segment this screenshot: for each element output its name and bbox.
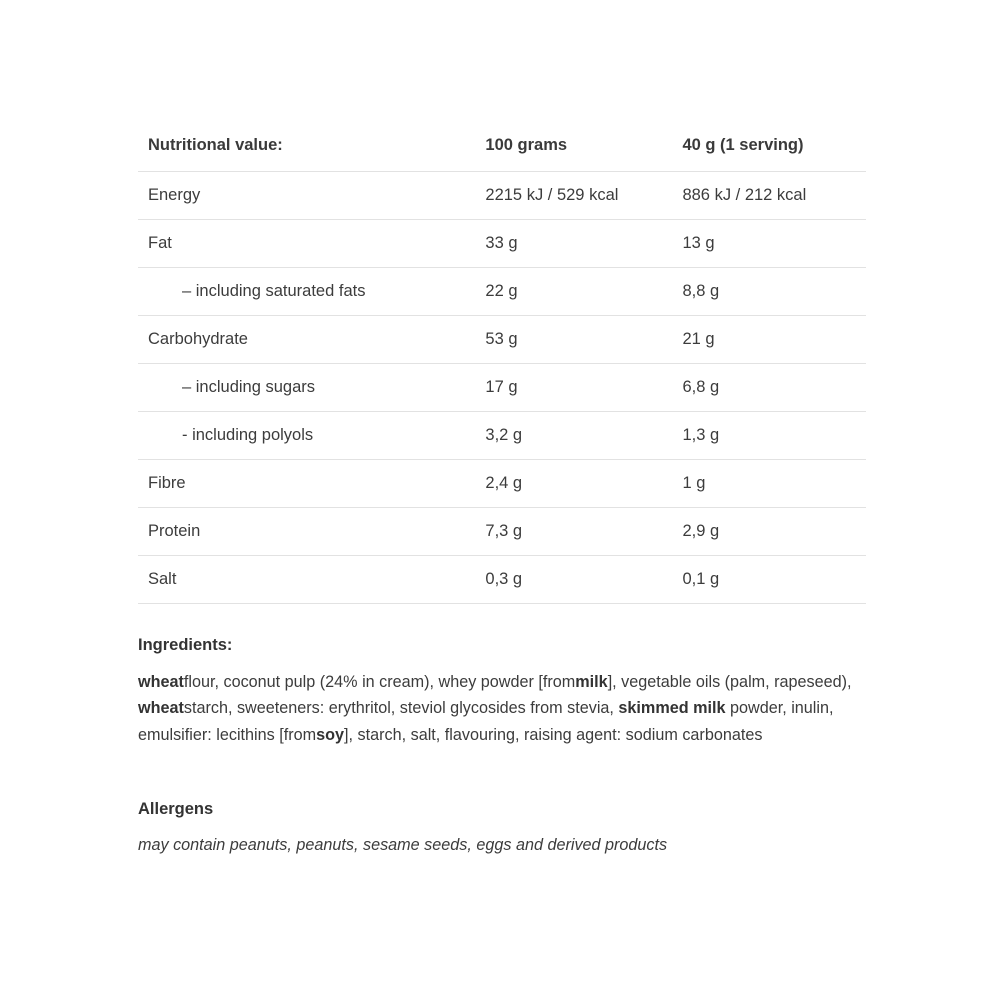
ingredient-allergen: skimmed milk bbox=[618, 699, 726, 718]
row-label: Fat bbox=[138, 220, 485, 268]
row-value-100g: 7,3 g bbox=[485, 508, 682, 556]
ingredient-allergen: wheat bbox=[138, 699, 184, 718]
row-value-40g: 13 g bbox=[682, 220, 866, 268]
table-row bbox=[138, 460, 866, 508]
header-100-grams: 100 grams bbox=[485, 132, 682, 172]
allergens-text: may contain peanuts, peanuts, sesame seeds, eggs and derived products bbox=[138, 836, 668, 854]
row-value-100g: 2,4 g bbox=[485, 460, 682, 508]
row-value-40g: 2,9 g bbox=[682, 508, 866, 556]
nutrition-table-container bbox=[138, 132, 866, 604]
table-row bbox=[138, 220, 866, 268]
row-label: Fibre bbox=[138, 460, 485, 508]
table-row bbox=[138, 172, 866, 220]
row-label: – including saturated fats bbox=[138, 268, 485, 316]
ingredient-text: flour, coconut pulp (24% in cream), whey powder [from bbox=[183, 673, 576, 691]
ingredient-allergen: wheat bbox=[138, 673, 184, 691]
row-value-40g: 1,3 g bbox=[682, 412, 866, 460]
table-row bbox=[138, 364, 866, 412]
header-40-grams: 40 g (1 serving) bbox=[682, 132, 866, 172]
table-row bbox=[138, 268, 866, 316]
table-row bbox=[138, 412, 866, 460]
row-value-100g: 17 g bbox=[485, 364, 682, 412]
table-row bbox=[138, 556, 866, 604]
allergens-title: Allergens bbox=[138, 800, 214, 818]
row-label: – including sugars bbox=[138, 364, 485, 412]
row-label: Salt bbox=[138, 556, 485, 604]
row-value-40g: 6,8 g bbox=[682, 364, 866, 412]
ingredient-allergen: soy bbox=[316, 725, 345, 744]
row-value-40g: 886 kJ / 212 kcal bbox=[682, 172, 866, 220]
ingredient-text: ], starch, salt, flavouring, raising agent: sodium carbonates bbox=[344, 725, 763, 744]
table-row bbox=[138, 316, 866, 364]
ingredient-text: starch, sweeteners: erythritol, steviol glycosides from stevia, bbox=[183, 699, 619, 718]
row-label: Carbohydrate bbox=[138, 316, 485, 364]
row-value-40g: 1 g bbox=[682, 460, 866, 508]
header-nutritional-value: Nutritional value: bbox=[138, 132, 485, 172]
row-value-40g: 21 g bbox=[682, 316, 866, 364]
ingredient-text: powder, inulin, emulsifier: lecithins [from bbox=[138, 699, 834, 744]
ingredient-allergen: milk bbox=[575, 673, 608, 691]
nutrition-table bbox=[138, 132, 866, 604]
row-label: Energy bbox=[138, 172, 485, 220]
ingredients-text bbox=[138, 669, 862, 748]
row-value-100g: 53 g bbox=[485, 316, 682, 364]
row-value-100g: 33 g bbox=[485, 220, 682, 268]
allergens-section bbox=[138, 800, 862, 857]
table-row bbox=[138, 508, 866, 556]
row-value-100g: 22 g bbox=[485, 268, 682, 316]
nutrition-table-head bbox=[138, 132, 866, 172]
row-label: - including polyols bbox=[138, 412, 485, 460]
row-label: Protein bbox=[138, 508, 485, 556]
row-value-100g: 3,2 g bbox=[485, 412, 682, 460]
nutrition-table-body bbox=[138, 172, 866, 604]
row-value-100g: 0,3 g bbox=[485, 556, 682, 604]
ingredients-title: Ingredients: bbox=[138, 636, 233, 654]
row-value-40g: 0,1 g bbox=[682, 556, 866, 604]
table-header-row bbox=[138, 132, 866, 172]
row-value-100g: 2215 kJ / 529 kcal bbox=[485, 172, 682, 220]
ingredients-section bbox=[138, 636, 862, 748]
ingredient-text: ], vegetable oils (palm, rapeseed), bbox=[607, 673, 852, 691]
row-value-40g: 8,8 g bbox=[682, 268, 866, 316]
